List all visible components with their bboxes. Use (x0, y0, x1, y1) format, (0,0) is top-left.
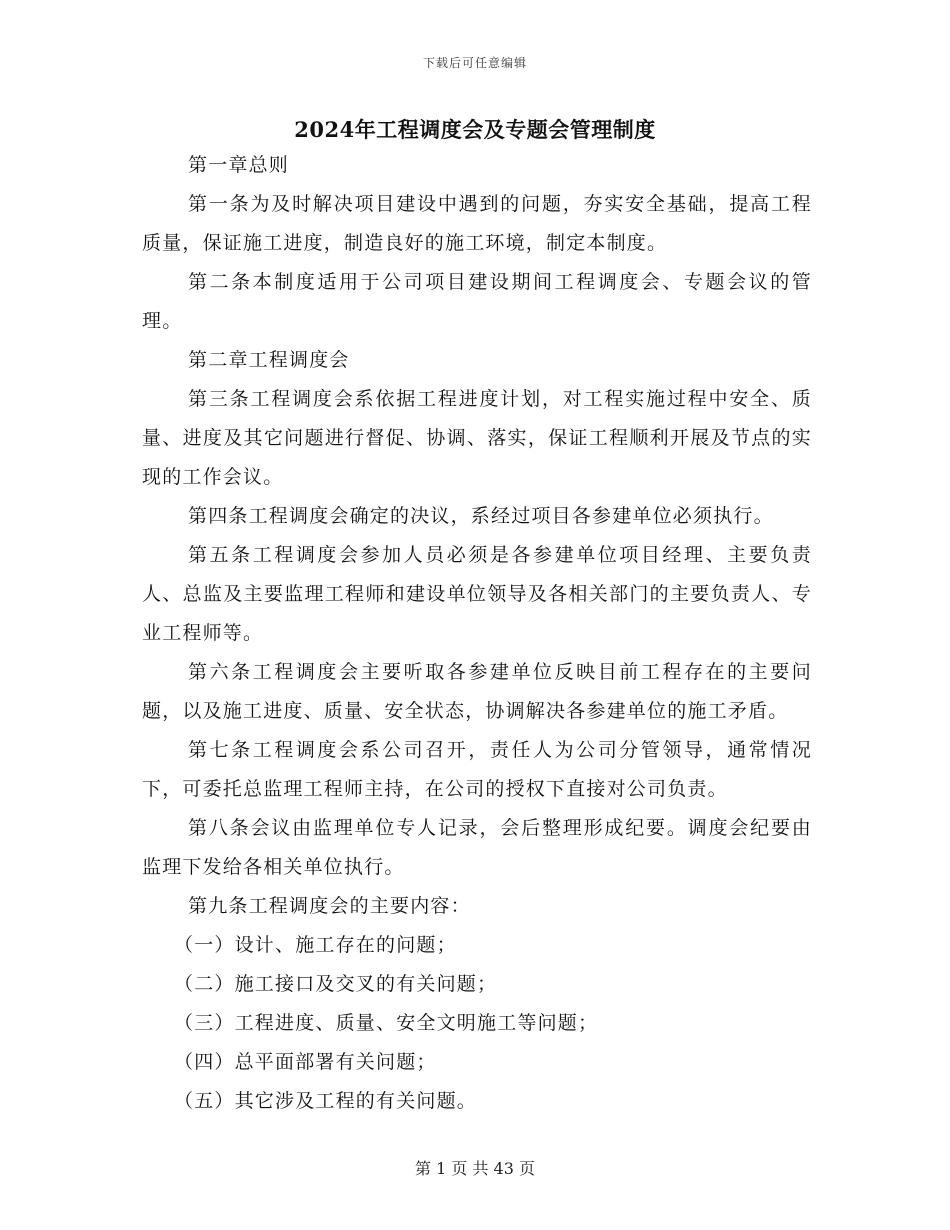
article-paragraph: 第三条工程调度会系依据工程进度计划，对工程实施过程中安全、质量、进度及其它问题进行督促、协调、落实，保证工程顺利开展及节点的实现的工作会议。 (142, 388, 812, 488)
article-paragraph: 第四条工程调度会确定的决议，系经过项目各参建单位必须执行。 (188, 505, 774, 527)
chapter-heading: 第二章工程调度会 (188, 349, 350, 371)
list-item: （五）其它涉及工程的有关问题。 (174, 1090, 478, 1112)
document-body (142, 146, 812, 1121)
page-footer: 第 1 页 共 43 页 (415, 1159, 535, 1178)
article-paragraph: 第八条会议由监理单位专人记录，会后整理形成纪要。调度会纪要由监理下发给各相关单位执行。 (142, 817, 812, 878)
article-paragraph: 第七条工程调度会系公司召开，责任人为公司分管领导，通常情况下，可委托总监理工程师主持，在公司的授权下直接对公司负责。 (142, 739, 812, 800)
list-item: （二）施工接口及交叉的有关问题； (174, 973, 498, 995)
document-title: 2024年工程调度会及专题会管理制度 (294, 117, 656, 142)
article-paragraph: 第六条工程调度会主要听取各参建单位反映目前工程存在的主要问题，以及施工进度、质量、安全状态，协调解决各参建单位的施工矛盾。 (142, 661, 812, 722)
list-item: （三）工程进度、质量、安全文明施工等问题； (174, 1012, 599, 1034)
article-paragraph: 第五条工程调度会参加人员必须是各参建单位项目经理、主要负责人、总监及主要监理工程师和建设单位领导及各相关部门的主要负责人、专业工程师等。 (142, 544, 812, 644)
article-paragraph: 第九条工程调度会的主要内容： (188, 895, 471, 917)
article-paragraph: 第二条本制度适用于公司项目建设期间工程调度会、专题会议的管理。 (142, 271, 812, 332)
page-header: 下载后可任意编辑 (422, 56, 527, 70)
list-item: （四）总平面部署有关问题； (174, 1051, 437, 1073)
article-paragraph: 第一条为及时解决项目建设中遇到的问题，夯实安全基础，提高工程质量，保证施工进度，制造良好的施工环境，制定本制度。 (142, 193, 812, 254)
list-item: （一）设计、施工存在的问题； (174, 934, 457, 956)
chapter-heading: 第一章总则 (188, 154, 290, 176)
